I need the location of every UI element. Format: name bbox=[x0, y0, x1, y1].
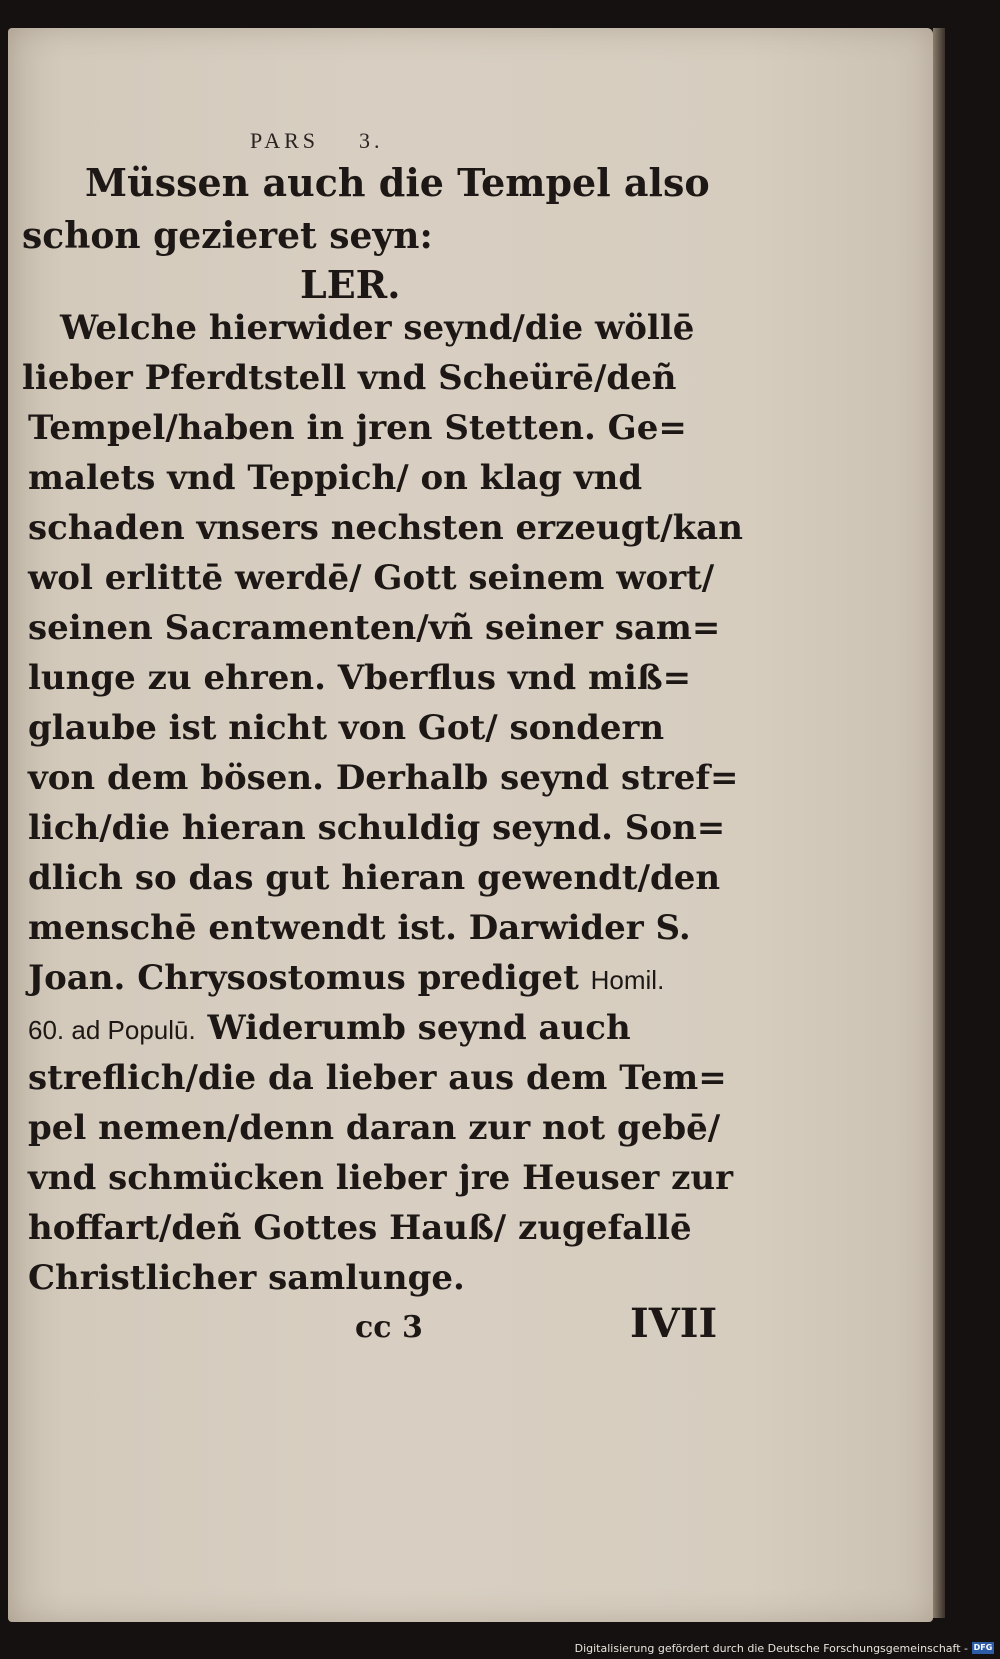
wider-text: Widerumb seynd auch bbox=[207, 1008, 631, 1048]
dfg-credit-bar bbox=[575, 1639, 994, 1657]
signature-mark: cc 3 bbox=[355, 1310, 423, 1345]
body-line-joan bbox=[28, 958, 664, 998]
body-line-14: streflich/die da lieber aus dem Tem= bbox=[28, 1058, 727, 1098]
joan-text: Joan. Chrysostomus prediget bbox=[28, 958, 579, 998]
body-line-9: glaube ist nicht von Got/ sondern bbox=[28, 708, 665, 748]
body-line-13: menschē entwendt ist. Darwider S. bbox=[28, 908, 691, 948]
body-line-ref bbox=[28, 1008, 631, 1048]
dfg-credit-text: Digitalisierung gefördert durch die Deutsche Forschungsgemeinschaft - bbox=[574, 1641, 968, 1655]
body-line-15: pel nemen/denn daran zur not gebē/ bbox=[28, 1108, 721, 1148]
body-line-3: Tempel/haben in jren Stetten. Ge= bbox=[28, 408, 687, 448]
body-line-2: lieber Pferdtstell vnd Scheürē/deñ bbox=[22, 358, 677, 398]
body-line-4: malets vnd Teppich/ on klag vnd bbox=[28, 458, 643, 498]
page-edge bbox=[933, 28, 945, 1618]
body-line-7: seinen Sacramenten/vñ seiner sam= bbox=[28, 608, 721, 648]
dfg-logo-icon: DFG bbox=[973, 1643, 993, 1652]
running-head-label: PARS bbox=[250, 128, 320, 153]
catchword: IVII bbox=[630, 1300, 718, 1347]
body-line-12: dlich so das gut hieran gewendt/den bbox=[28, 858, 721, 898]
body-line-11: lich/die hieran schuldig seynd. Son= bbox=[28, 808, 726, 848]
body-line-8: lunge zu ehren. Vberflus vnd miß= bbox=[28, 658, 692, 698]
body-line-17: hoffart/deñ Gottes Hauß/ zugefallē bbox=[28, 1208, 692, 1248]
ref-populum: 60. ad Populū. bbox=[28, 1015, 196, 1045]
ref-homil: Homil. bbox=[590, 965, 665, 995]
question-line-1: Müssen auch die Tempel also bbox=[85, 160, 710, 205]
body-line-5: schaden vnsers nechsten erzeugt/kan bbox=[28, 508, 743, 548]
body-line-16: vnd schmücken lieber jre Heuser zur bbox=[28, 1158, 734, 1198]
running-head-number: 3. bbox=[359, 128, 384, 153]
question-line-2: schon gezieret seyn: bbox=[22, 215, 433, 257]
body-line-1: Welche hierwider seynd/die wöllē bbox=[60, 308, 695, 348]
running-head bbox=[250, 128, 384, 154]
body-line-10: von dem bösen. Derhalb seynd stref= bbox=[28, 758, 739, 798]
body-line-6: wol erlittē werdē/ Gott seinem wort/ bbox=[28, 558, 715, 598]
section-label: LER. bbox=[300, 262, 401, 307]
body-line-18: Christlicher samlunge. bbox=[28, 1258, 465, 1298]
